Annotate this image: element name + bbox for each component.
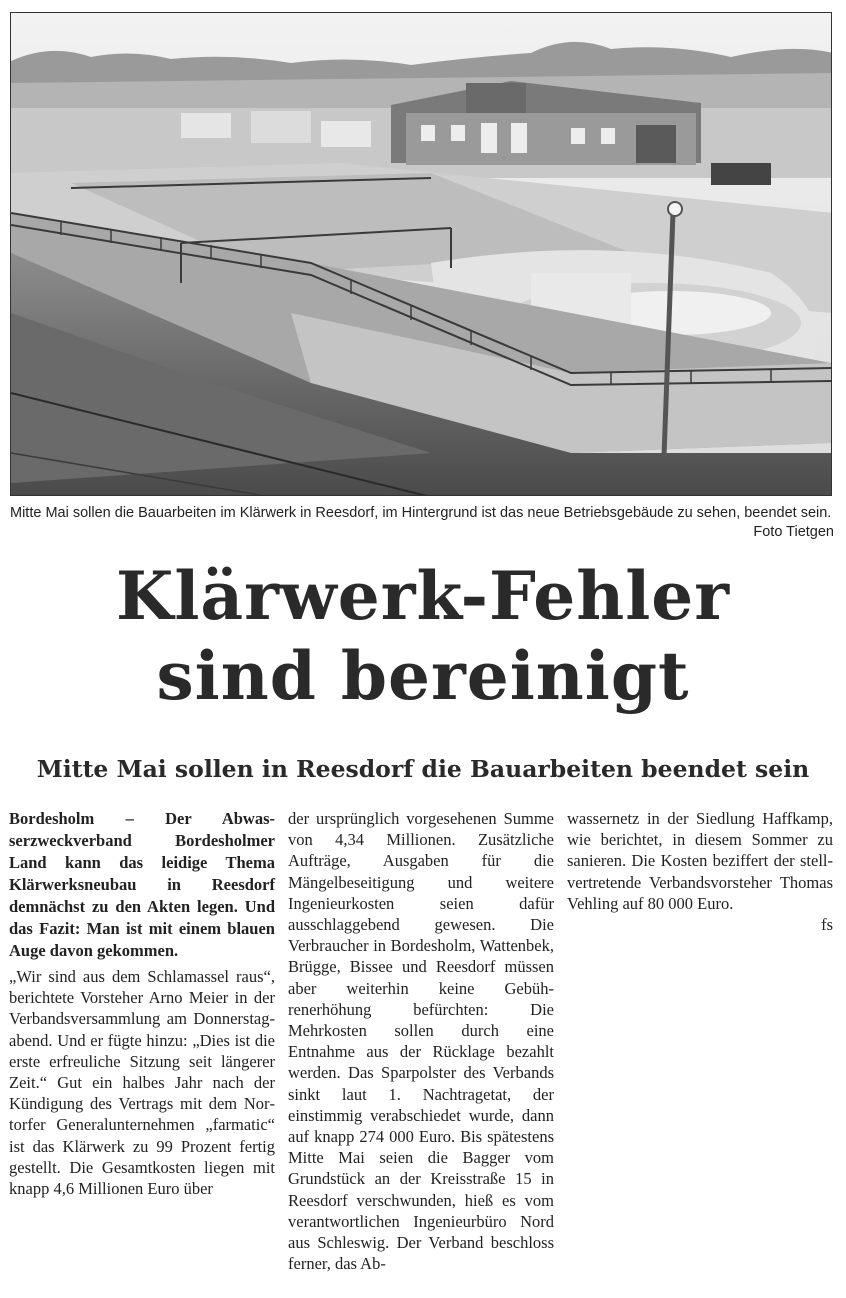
article-column-1 <box>9 808 275 1199</box>
article-photo <box>10 12 832 496</box>
headline-line-1: Klärwerk-Fehler <box>115 557 731 635</box>
author-signature: fs <box>821 915 833 935</box>
photo-caption <box>10 504 834 540</box>
article-body-3: wassernetz in der Siedlung Haffkamp, wie berichtet, in diesem Sommer zu sanieren. Die Kosten beziffert der stellvertretende Verbandsvorsteher Thomas Vehling auf 80 000 Euro. <box>567 809 833 913</box>
article-body-1: „Wir sind aus dem Schlamassel raus“, berichtete Vorsteher Arno Meier in der Verbandsversammlung am Donnerstagabend. Und er fügte hinzu: „Dies ist die erste erfreuliche Sitzung seit längerer Zeit.“ Gut ein halbes Jahr nach der Kündigung des Vertrags mit dem Nortorfer Generalunternehmen „farmatic“ ist das Klärwerk zu 99 Prozent fertig gestellt. Die Gesamtkosten liegen mit knapp 4,6 Millionen Euro über <box>9 967 275 1199</box>
article-body-2: der ursprünglich vorgesehenen Summe von 4,34 Millionen. Zusätzliche Aufträge, Ausgaben für die Mängelbeseitigung und weitere Ingenieurkosten seien dafür ausschlaggebend gewesen. Die Verbraucher in Bordesholm, Wattenbek, Brügge, Bissee und Reesdorf müssen aber weiterhin keine Gebührenerhöhung befürchten: Die Mehrkosten sollen durch eine Entnahme aus der Rücklage bezahlt werden. Das Sparpolster des Verbands sinkt laut 1. Nachtragetat, der einstimmig verabschiedet wurde, dann auf knapp 274 000 Euro. Bis spätestens Mitte Mai seien die Bagger vom Grundstück an der Kreisstraße 15 in Reesdorf verschwunden, hieß es vom verantwortlichen Ingenieurbüro Nord aus Schleswig. Der Verband beschloss ferner, das Ab- <box>288 809 554 1274</box>
article-column-2 <box>288 808 554 1274</box>
photo-credit: Foto Tietgen <box>753 524 834 540</box>
caption-text: Mitte Mai sollen die Bauarbeiten im Klärwerk in Reesdorf, im Hintergrund ist das neue Betriebsgebäude zu sehen, beendet sein. <box>10 505 832 521</box>
headline-line-2: sind bereinigt <box>156 637 690 715</box>
subheadline: Mitte Mai sollen in Reesdorf die Bauarbeiten beendet sein <box>36 755 810 783</box>
article-lead: Bordesholm – Der Abwasserzweckverband Bordesholmer Land kann das leidige Thema Klärwerksneubau in Reesdorf demnächst zu den Akten legen. Und das Fazit: Man ist mit einem blauen Auge davon gekommen. <box>9 809 275 960</box>
article-column-3 <box>567 808 833 935</box>
headline <box>0 556 846 716</box>
